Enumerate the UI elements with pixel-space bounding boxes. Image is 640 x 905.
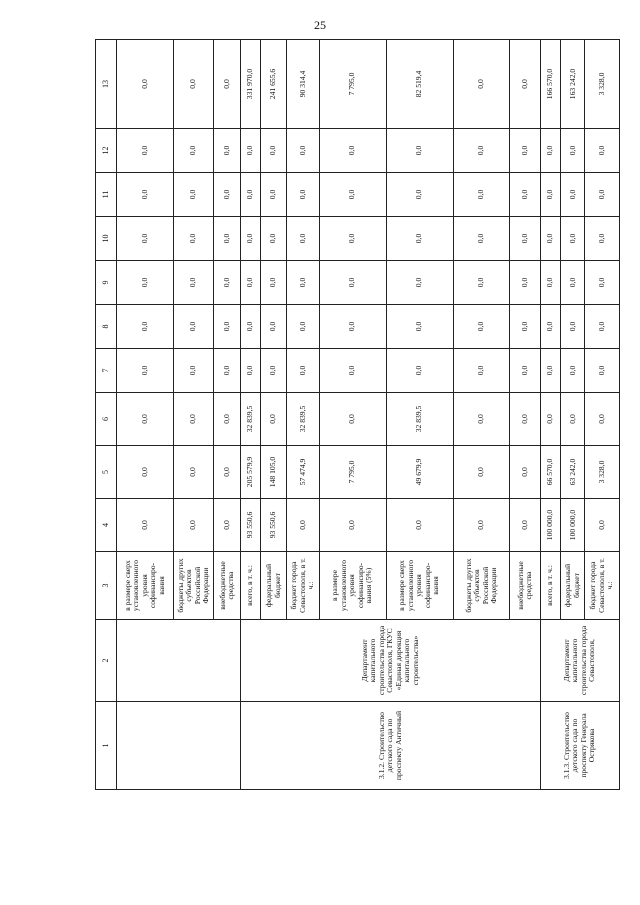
value-cell: 0,0: [214, 305, 240, 349]
value-cell: 7 795,0: [319, 446, 386, 499]
col-header: 7: [96, 349, 117, 393]
value-cell: 3 328,0: [585, 40, 620, 129]
table-row: [240, 40, 260, 790]
col-header: 4: [96, 499, 117, 552]
funding-source-cell: федеральный бюджет: [260, 552, 286, 620]
value-cell: 0,0: [214, 129, 240, 173]
value-cell: 0,0: [540, 393, 560, 446]
col-header: 1: [96, 702, 117, 790]
value-cell: 0,0: [287, 217, 319, 261]
funding-source-cell: бюджеты других субъектов Российской Федерации: [173, 552, 214, 620]
value-cell: 0,0: [561, 349, 585, 393]
value-cell: 0,0: [260, 305, 286, 349]
value-cell: 0,0: [173, 129, 214, 173]
department-cell: Департамент капитального строительства города Севастополя,: [540, 620, 619, 702]
value-cell: 0,0: [117, 349, 174, 393]
value-cell: 0,0: [510, 173, 540, 217]
value-cell: 0,0: [287, 499, 319, 552]
value-cell: 0,0: [319, 261, 386, 305]
value-cell: 0,0: [319, 393, 386, 446]
value-cell: 0,0: [453, 173, 510, 217]
value-cell: 0,0: [319, 349, 386, 393]
department-cell: Департамент капитального строительства города Севастополя, ГКУС «Единая дирекция капитального строительства»: [240, 620, 540, 702]
value-cell: 0,0: [173, 393, 214, 446]
value-cell: 0,0: [287, 173, 319, 217]
value-cell: 0,0: [386, 129, 453, 173]
value-cell: 0,0: [240, 349, 260, 393]
value-cell: 0,0: [453, 305, 510, 349]
funding-source-cell: внебюджетные средства: [214, 552, 240, 620]
value-cell: 0,0: [117, 129, 174, 173]
value-cell: 0,0: [585, 173, 620, 217]
value-cell: 0,0: [585, 393, 620, 446]
value-cell: 0,0: [386, 217, 453, 261]
value-cell: 0,0: [453, 349, 510, 393]
value-cell: 0,0: [386, 261, 453, 305]
value-cell: 0,0: [510, 499, 540, 552]
value-cell: 0,0: [561, 173, 585, 217]
value-cell: 66 570,0: [540, 446, 560, 499]
funding-source-cell: в размере сверх установленного уровня софинансиро-вания: [386, 552, 453, 620]
value-cell: 0,0: [214, 261, 240, 305]
value-cell: 0,0: [540, 261, 560, 305]
value-cell: 57 474,9: [287, 446, 319, 499]
project-name-cell: 3.1.2. Строительство детского сада по проспекту Античный: [240, 702, 540, 790]
value-cell: 0,0: [319, 129, 386, 173]
col-header: 12: [96, 129, 117, 173]
value-cell: 0,0: [214, 349, 240, 393]
value-cell: 0,0: [260, 393, 286, 446]
col-header: 9: [96, 261, 117, 305]
value-cell: 0,0: [510, 217, 540, 261]
value-cell: 0,0: [453, 261, 510, 305]
value-cell: 0,0: [173, 261, 214, 305]
value-cell: 0,0: [540, 305, 560, 349]
value-cell: 0,0: [386, 499, 453, 552]
value-cell: 0,0: [117, 446, 174, 499]
page-number: 25: [314, 18, 326, 32]
value-cell: 0,0: [260, 349, 286, 393]
value-cell: 0,0: [214, 499, 240, 552]
value-cell: 0,0: [510, 393, 540, 446]
value-cell: 241 655,6: [260, 40, 286, 129]
value-cell: 166 570,0: [540, 40, 560, 129]
value-cell: 0,0: [173, 499, 214, 552]
value-cell: 32 839,5: [386, 393, 453, 446]
value-cell: 0,0: [540, 217, 560, 261]
value-cell: 0,0: [510, 261, 540, 305]
value-cell: 49 679,9: [386, 446, 453, 499]
value-cell: 0,0: [117, 261, 174, 305]
project-name-cell: 3.1.3. Строительство детского сада по проспекту Генерала Острякова: [540, 702, 619, 790]
value-cell: 0,0: [287, 129, 319, 173]
value-cell: 0,0: [287, 349, 319, 393]
value-cell: 0,0: [453, 393, 510, 446]
funding-source-cell: бюджеты других субъектов Российской Федерации: [453, 552, 510, 620]
value-cell: 0,0: [386, 305, 453, 349]
table-row: [117, 40, 174, 790]
value-cell: 0,0: [173, 349, 214, 393]
funding-source-cell: всего, в т. ч.:: [540, 552, 560, 620]
value-cell: 0,0: [240, 217, 260, 261]
value-cell: 148 105,0: [260, 446, 286, 499]
funding-source-cell: бюджет города Севастополя, в т. ч.:: [585, 552, 620, 620]
value-cell: 0,0: [260, 217, 286, 261]
value-cell: 0,0: [585, 261, 620, 305]
value-cell: 32 839,5: [240, 393, 260, 446]
value-cell: 0,0: [173, 217, 214, 261]
value-cell: 331 970,0: [240, 40, 260, 129]
value-cell: 0,0: [319, 173, 386, 217]
value-cell: 0,0: [117, 217, 174, 261]
value-cell: 0,0: [585, 217, 620, 261]
value-cell: 0,0: [240, 173, 260, 217]
value-cell: 0,0: [453, 217, 510, 261]
value-cell: 0,0: [561, 261, 585, 305]
value-cell: 0,0: [561, 217, 585, 261]
department-cell: [117, 620, 241, 702]
value-cell: 32 839,5: [287, 393, 319, 446]
value-cell: 0,0: [214, 446, 240, 499]
value-cell: 0,0: [214, 393, 240, 446]
col-header: 6: [96, 393, 117, 446]
funding-source-cell: в размере установленного уровня софинансиро-вания (5%): [319, 552, 386, 620]
value-cell: 0,0: [510, 446, 540, 499]
value-cell: 93 550,6: [240, 499, 260, 552]
value-cell: 0,0: [453, 499, 510, 552]
value-cell: 0,0: [510, 40, 540, 129]
funding-source-cell: всего, в т. ч.:: [240, 552, 260, 620]
value-cell: 0,0: [561, 129, 585, 173]
value-cell: 0,0: [117, 40, 174, 129]
value-cell: 0,0: [117, 393, 174, 446]
value-cell: 0,0: [173, 305, 214, 349]
col-header: 8: [96, 305, 117, 349]
value-cell: 0,0: [260, 261, 286, 305]
col-header: 13: [96, 40, 117, 129]
value-cell: 0,0: [117, 305, 174, 349]
col-header: 10: [96, 217, 117, 261]
funding-source-cell: в размере сверх установленного уровня софинансиро-вания: [117, 552, 174, 620]
value-cell: 0,0: [386, 173, 453, 217]
value-cell: 0,0: [260, 173, 286, 217]
value-cell: 0,0: [214, 173, 240, 217]
value-cell: 0,0: [319, 499, 386, 552]
value-cell: 0,0: [319, 217, 386, 261]
value-cell: 0,0: [117, 499, 174, 552]
header-row: [96, 40, 117, 790]
table-row: [540, 40, 560, 790]
value-cell: 0,0: [240, 261, 260, 305]
value-cell: 0,0: [117, 173, 174, 217]
budget-table-rotated: [95, 40, 620, 790]
col-header: 5: [96, 446, 117, 499]
value-cell: 0,0: [260, 129, 286, 173]
value-cell: 0,0: [585, 129, 620, 173]
col-header: 2: [96, 620, 117, 702]
value-cell: 3 328,0: [585, 446, 620, 499]
value-cell: 163 242,0: [561, 40, 585, 129]
value-cell: 0,0: [240, 129, 260, 173]
value-cell: 0,0: [540, 129, 560, 173]
value-cell: 0,0: [386, 349, 453, 393]
table-body: [117, 40, 620, 790]
budget-table: [95, 39, 620, 790]
funding-source-cell: федеральный бюджет: [561, 552, 585, 620]
col-header: 3: [96, 552, 117, 620]
value-cell: 0,0: [453, 40, 510, 129]
value-cell: 63 242,0: [561, 446, 585, 499]
value-cell: 0,0: [214, 40, 240, 129]
value-cell: 100 000,0: [561, 499, 585, 552]
value-cell: 0,0: [287, 305, 319, 349]
value-cell: 0,0: [540, 349, 560, 393]
value-cell: 0,0: [173, 446, 214, 499]
project-name-cell: [117, 702, 241, 790]
value-cell: 0,0: [585, 499, 620, 552]
value-cell: 93 550,6: [260, 499, 286, 552]
value-cell: 0,0: [453, 129, 510, 173]
value-cell: 7 795,0: [319, 40, 386, 129]
value-cell: 0,0: [561, 305, 585, 349]
value-cell: 0,0: [561, 393, 585, 446]
value-cell: 0,0: [540, 173, 560, 217]
value-cell: 0,0: [585, 349, 620, 393]
value-cell: 0,0: [453, 446, 510, 499]
value-cell: 100 000,0: [540, 499, 560, 552]
value-cell: 0,0: [510, 305, 540, 349]
value-cell: 0,0: [319, 305, 386, 349]
value-cell: 205 579,9: [240, 446, 260, 499]
value-cell: 0,0: [173, 40, 214, 129]
value-cell: 0,0: [214, 217, 240, 261]
value-cell: 0,0: [240, 305, 260, 349]
funding-source-cell: внебюджетные средства: [510, 552, 540, 620]
value-cell: 90 314,4: [287, 40, 319, 129]
value-cell: 0,0: [173, 173, 214, 217]
budget-table-wrapper: [95, 40, 620, 790]
value-cell: 0,0: [287, 261, 319, 305]
value-cell: 0,0: [510, 349, 540, 393]
value-cell: 0,0: [585, 305, 620, 349]
col-header: 11: [96, 173, 117, 217]
funding-source-cell: бюджет города Севастополя, в т. ч.:: [287, 552, 319, 620]
value-cell: 82 519,4: [386, 40, 453, 129]
value-cell: 0,0: [510, 129, 540, 173]
